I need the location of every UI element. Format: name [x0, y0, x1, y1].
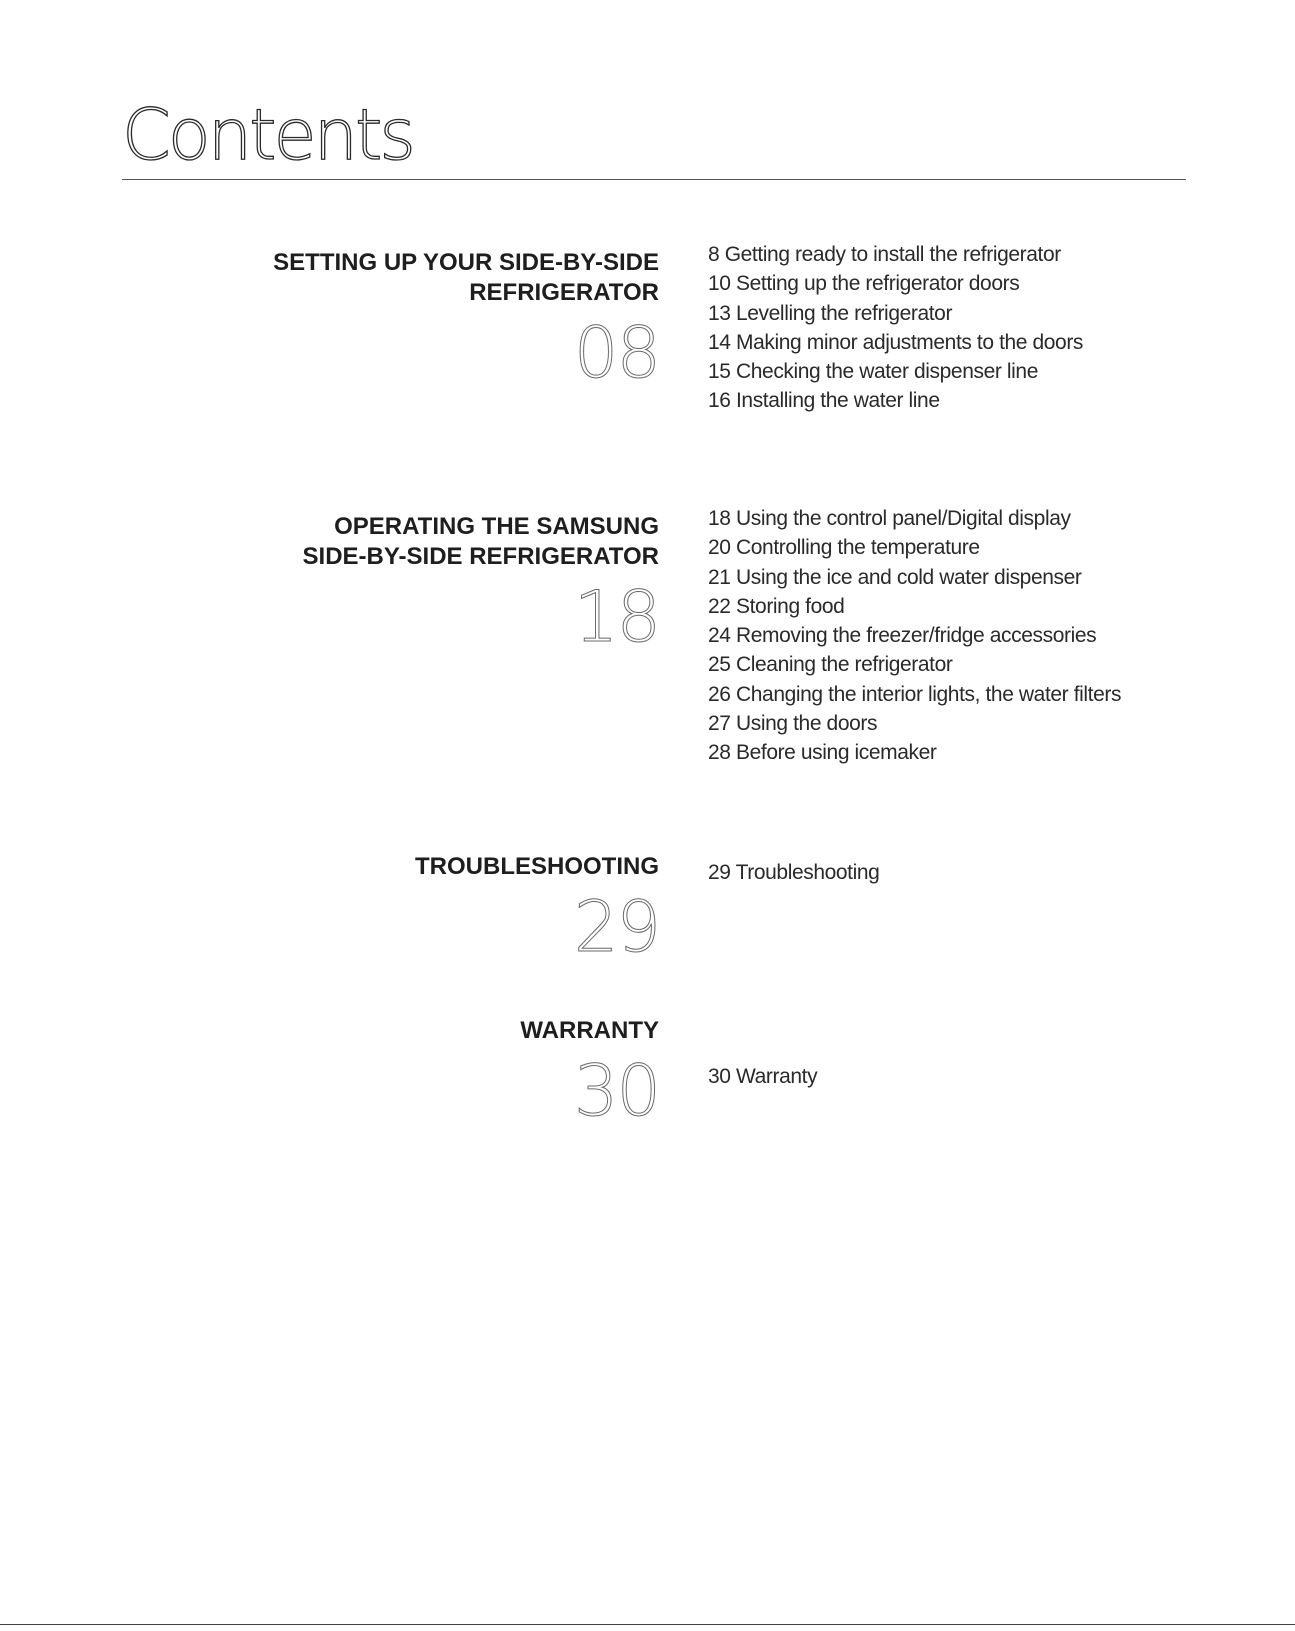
toc-entry[interactable]: 21 Using the ice and cold water dispenser [708, 565, 1082, 589]
section-title-line: WARRANTY [520, 1017, 659, 1044]
toc-entry[interactable]: 25 Cleaning the refrigerator [708, 653, 953, 677]
toc-entry[interactable]: 10 Setting up the refrigerator doors [708, 272, 1020, 296]
section-title-line: SIDE-BY-SIDE REFRIGERATOR [302, 543, 659, 570]
toc-entry[interactable]: 28 Before using icemaker [708, 741, 937, 765]
toc-entry[interactable]: 18 Using the control panel/Digital display [708, 507, 1071, 530]
section-entry-list [708, 858, 879, 887]
section-entry-list [708, 504, 1121, 768]
section-page-number: 29 [573, 886, 659, 968]
section-entry-list [708, 1062, 817, 1091]
section-title-line: SETTING UP YOUR SIDE-BY-SIDE [273, 249, 659, 276]
title-rule [122, 179, 1186, 180]
toc-entry[interactable]: 29 Troubleshooting [708, 861, 880, 884]
section-heading [302, 512, 659, 658]
section-page-number: 18 [573, 576, 659, 658]
toc-entry[interactable]: 24 Removing the freezer/fridge accessories [708, 624, 1097, 648]
toc-entry[interactable]: 27 Using the doors [708, 712, 878, 736]
toc-entry[interactable]: 20 Controlling the temperature [708, 536, 980, 560]
section-title-line: TROUBLESHOOTING [415, 853, 659, 880]
section-title-line: REFRIGERATOR [469, 279, 659, 306]
section-heading [520, 1016, 659, 1132]
bottom-rule [0, 1624, 1295, 1625]
section-title-line: OPERATING THE SAMSUNG [334, 513, 659, 540]
section-heading [273, 248, 659, 394]
page-title: Contents [122, 94, 413, 176]
toc-entry[interactable]: 13 Levelling the refrigerator [708, 301, 953, 325]
toc-entry[interactable]: 16 Installing the water line [708, 389, 940, 413]
section-page-number: 30 [573, 1050, 659, 1132]
toc-entry[interactable]: 15 Checking the water dispenser line [708, 360, 1038, 384]
section-entry-list [708, 240, 1083, 416]
section-page-number: 08 [573, 312, 659, 394]
section-heading [415, 852, 659, 968]
toc-entry[interactable]: 30 Warranty [708, 1065, 818, 1088]
toc-entry[interactable]: 22 Storing food [708, 594, 845, 618]
toc-entry[interactable]: 14 Making minor adjustments to the doors [708, 330, 1084, 354]
toc-entry[interactable]: 8 Getting ready to install the refrigerator [708, 243, 1061, 266]
toc-entry[interactable]: 26 Changing the interior lights, the water filters [708, 682, 1122, 706]
